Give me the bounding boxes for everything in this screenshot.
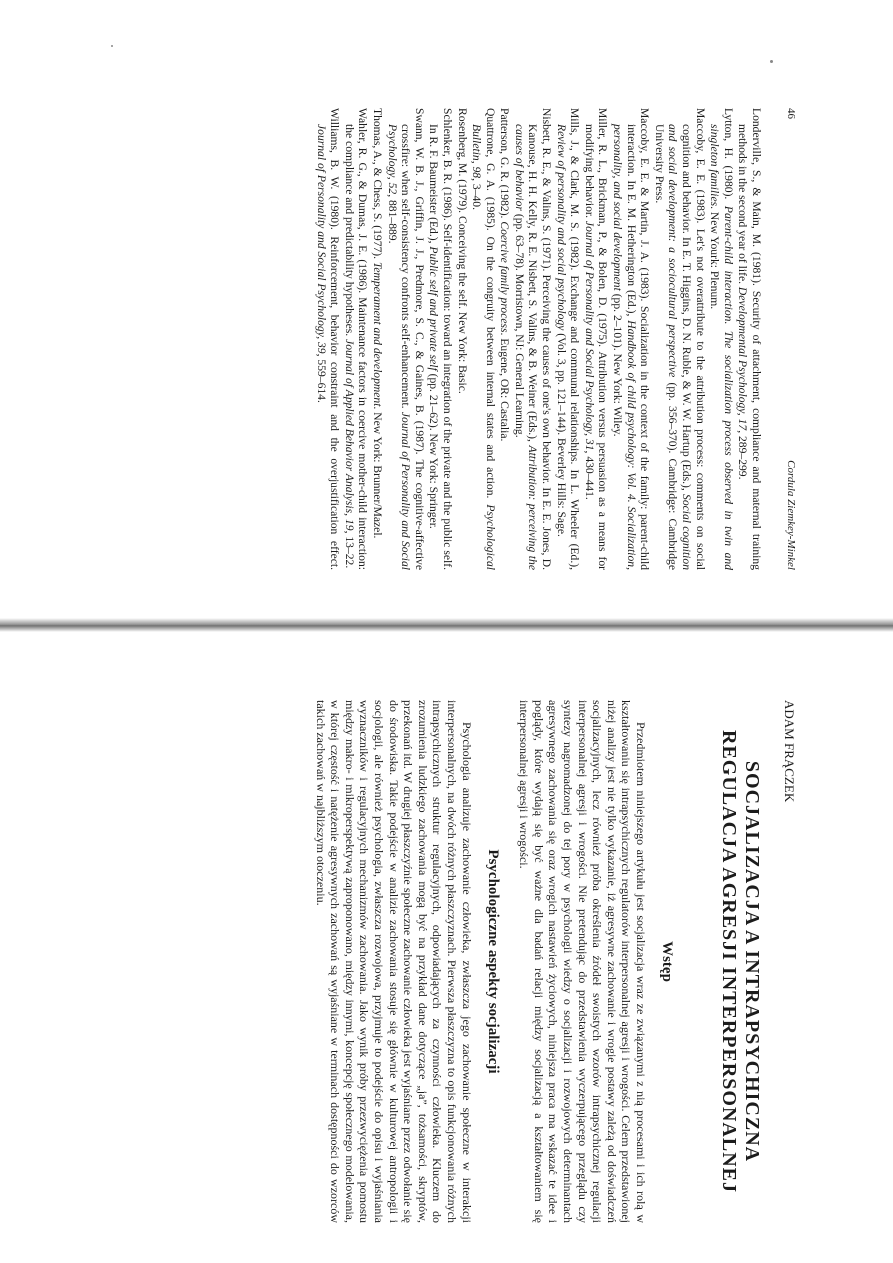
- reference-tail: (pp. 356–370). Cambridge: Cambridge University Press.: [652, 124, 680, 570]
- scan-speck: [770, 60, 773, 63]
- running-head: [785, 108, 797, 570]
- section-heading-aspects: Psychologiczne aspekty socjalizacji: [484, 849, 501, 1074]
- left-page: [0, 0, 893, 610]
- reference-list: [314, 108, 763, 570]
- reference-text: Patterson, G. R. (1982).: [498, 108, 512, 222]
- article-title: [717, 700, 763, 1223]
- reference-entry: [652, 108, 706, 570]
- reference-entry: [554, 108, 581, 570]
- reference-entry: [427, 108, 454, 570]
- reference-tail: . New York: Brunner/Mazel.: [370, 406, 384, 539]
- article-author: ADAM FRĄCZEK: [782, 700, 797, 803]
- reference-entry: [470, 108, 497, 570]
- reference-source-title: Parent-child interaction. The socialization process observed in twin and singleton families: [708, 124, 735, 570]
- reference-source-title: Coercive family process: [498, 221, 512, 333]
- section-heading-intro: Wstęp: [659, 941, 675, 982]
- reference-source-title: Review of personality and social psychology: [554, 124, 568, 331]
- reference-source-title: Journal of Personality and Social Psychology, 31: [582, 220, 596, 451]
- reference-text: Miller, R. L., Brickman, P., & Bolen, D. (1975). Attribution versus persuasion as a means for modifying behavior.: [582, 108, 610, 570]
- reference-tail: (pp. 63–78). Morristown, NJ: General Learning.: [512, 210, 526, 438]
- reference-text: Quattrone, G. A. (1985). On the congruity between internal states and action.: [483, 108, 497, 505]
- reference-entry: [455, 108, 469, 570]
- reference-source-title: Temperament and development: [370, 261, 384, 407]
- intro-paragraph: Przedmiotem niniejszego artykułu jest socjalizacja wraz ze związanymi z nią procesami i ich rolą w kształtowaniu się intrapsychicznych regulatorów interpersonalnej agresji i wrogości. Celem przedstawionej niżej analizy jest nie tylko wykazanie, iż agresywne zachowanie i wrogie postawy zależą od doświadczeń socjalizacyjnych, lecz również próba określenia źródeł swoistych wzorów intrapsychicznej regulacji interpersonalnej agresji i wrogości. Nie pretendując do przedstawienia wyczerpującego przeglądu czy syntezy nagromadzonej do tej pory w psychologii wiedzy o socjalizacji i rozwojowych determinantach agresywnego zachowania się oraz wrogich nastawień życiowych, niniejsza praca ma wskazać te idee i poglądy, które wydają się być ważne dla badań relacji między socjalizacją a kształtowaniem się interpersonalnej agresji i wrogości.: [517, 700, 648, 1223]
- reference-entry: [736, 108, 763, 570]
- reference-entry: [370, 108, 384, 570]
- reference-text: Rosenberg, M. (1979). Conceiving the self. New York: Basic.: [455, 108, 469, 394]
- reference-text: Londerville, S., & Main, M. (1981). Security of attachment, compliance and maternal training methods in the second year of life.: [736, 108, 763, 570]
- running-head-author: Cordula Ziemkey-Minkel: [785, 460, 797, 570]
- reference-text: Maccoby, E. E. & Martin, J. A. (1983). Socialization in the context of the family: parent-child interaction. In E. M. Hetherington (Ed.),: [624, 108, 652, 570]
- reference-source-title: Public self and private self: [427, 246, 441, 371]
- reference-tail: , 3–40.: [470, 178, 484, 210]
- reference-tail: . New Yourk: Plenum.: [708, 206, 722, 310]
- right-page: [0, 680, 893, 1263]
- reference-source-title: Journal of Applied Behavior Analysis, 19: [342, 339, 356, 531]
- reference-entry: [610, 108, 651, 570]
- article-title-line-1: SOCJALIZACJA A INTRAPSYCHICZNA: [741, 760, 763, 1163]
- reference-entry: [342, 108, 369, 570]
- reference-source-title: Journal of Personality and Social Psychology, 52: [385, 124, 413, 570]
- reference-text: Schlenker, B. R. (1986). Self-identification: toward an integration of the private and the public self. In R. F. Baumeister (Ed.),: [427, 108, 454, 570]
- aspects-paragraph: Psychologia analizuje zachowanie człowieka, zwłaszcza jego zachowanie społeczne w interakcji interpersonalnych, na dwóch różnych płaszczyznach. Pierwsza płaszczyzna to opis funkcjonowania różnych intrapsychicznych struktur regulacyjnych, odpowiadających za czynności człowieka. Kluczem do zrozumienia ludzkiego zachowania mogą być na przykład dane dotyczące „ja”, tożsamości, skryptów, przekonań itd. W drugiej płaszczyźnie społeczne zachowanie człowieka jest wyjaśniane przez odwołanie się do środowiska. Takie podejście w analizie zachowania stosuje się głównie w kulturowej antropologii i socjologii, ale również psychologia, zwłaszcza rozwojowa, przyjmuje to podejście do opisu i wyjaśniania wyznaczników i regulacyjnych mechanizmów zachowania. Jako wynik próby przezwyciężenia pomostu między makro- i mikroperspektywą zaproponowano, między innymi, koncepcję społecznego modelowania, w której częstość i natężenie agresywnych zachowań są wyjaśniane w terminach dostępności do wzorców takich zachowań w najbliższym otoczeniu.: [313, 700, 474, 1223]
- reference-text: Wahler, R. G., & Dumas, J. E. (1986). Maintenance factors in coercive mother-child interaction: the compliance and predictability hypotheses.: [342, 108, 370, 570]
- reference-text: Maccoby, E. E. (1983). Let's not overattribute to the attribution process: comments on social cognition and behavior. In E. T. Higgins, D. N. Ruble, & W. W. Hartup (Eds.),: [680, 108, 707, 570]
- reference-tail: , 430–441.: [582, 450, 596, 500]
- reference-source-title: Developmental Psychology, 17: [736, 286, 750, 431]
- page-gutter-shadow: [0, 618, 893, 632]
- reference-tail: (pp. 21–62). New York: Springer.: [427, 370, 441, 529]
- reference-entry: [385, 108, 426, 570]
- reference-tail: , 13–22.: [342, 530, 356, 569]
- reference-text: Thomas, A., & Chess, S. (1977).: [370, 108, 384, 262]
- reference-entry: [582, 108, 609, 570]
- reference-text: Swann, W. B. J., Griffin, J. J., Predmore, S. C., & Gaines, B. (1987). The cognitive-affective crossfire: when self-consistency confronts self-enhancement.: [399, 108, 426, 570]
- page-number: 46: [785, 108, 797, 119]
- reference-tail: (Vol. 3, pp. 121–144). Beverley Hills: Sage.: [554, 330, 568, 537]
- reference-text: Lytton, H. (1980).: [721, 108, 735, 206]
- scan-speck: [111, 45, 113, 47]
- reference-entry: [498, 108, 512, 570]
- reference-text: Mills, J., & Clark, M. S. (1982). Exchange and communal relationships. In L. Wheeler (Ed.),: [568, 108, 582, 570]
- reference-source-title: Attribution: perceiving the causes of behavior: [512, 124, 540, 570]
- reference-tail: , 881–889.: [385, 194, 399, 244]
- reference-entry: [512, 108, 553, 570]
- reference-tail: , 289–299.: [736, 430, 750, 480]
- reference-text: Nisbett, R. E., & Valins, S. (1971). Perceiving the causes of one's own behavior. In E. E. Jones, D. Kanouse, H. H. Kelly, R. E. Nisbett, S. Valins, & B. Weiner (Eds.),: [526, 108, 554, 570]
- reference-source-title: Social cognition and social development: a sociocultural perspective: [666, 124, 694, 570]
- reference-tail: (pp. 2–101). New York: Wiley.: [611, 290, 625, 437]
- reference-entry: [314, 108, 341, 570]
- reference-source-title: Handbook of child psychology: Vol. 4. Socialization, personality, and social development: [611, 124, 638, 570]
- reference-source-title: Journal of Personality and Social Psychology, 39: [314, 124, 328, 354]
- reference-tail: . Eugene, OR: Castalia.: [498, 332, 512, 442]
- article-title-line-2: REGULACJA AGRESJI INTERPERSONALNEJ: [718, 730, 740, 1193]
- reference-text: Williams, B. W. (1980). Reinforcement, behavior constraint and the overjustification effect.: [328, 108, 342, 570]
- reference-source-title: Psychological Bulletin, 98: [470, 124, 497, 570]
- reference-entry: [708, 108, 735, 570]
- reference-tail: , 559–614.: [314, 353, 328, 403]
